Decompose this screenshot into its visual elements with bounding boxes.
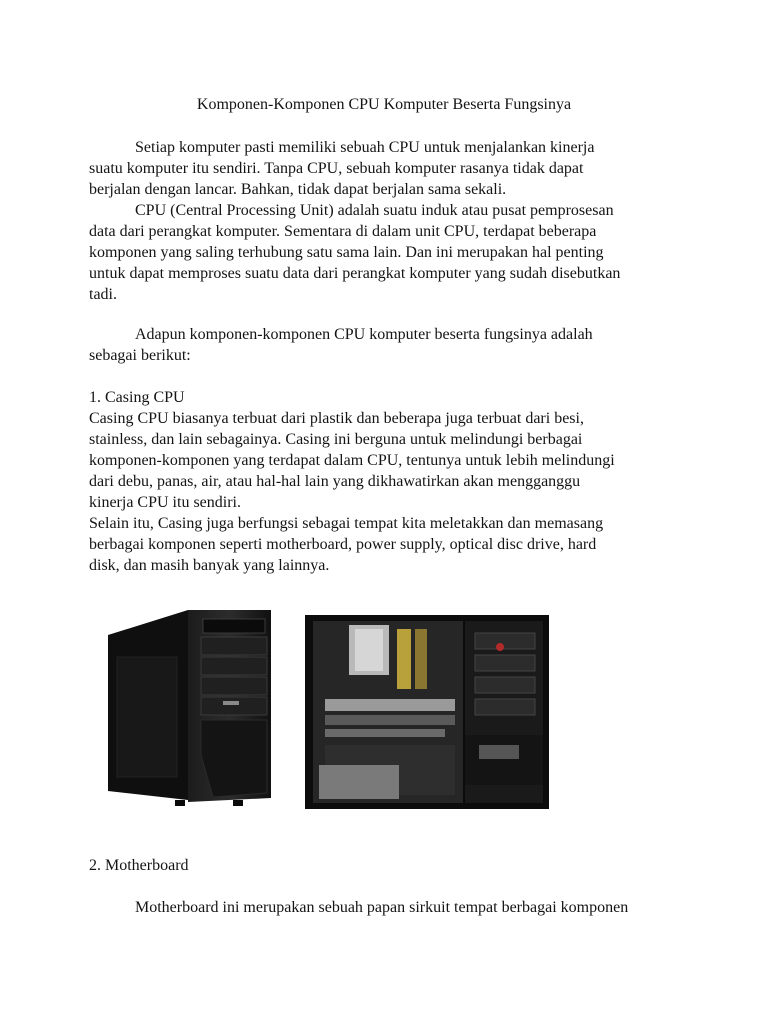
- paragraph-line: komponen-komponen yang terdapat dalam CPU, tentunya untuk lebih melindungi: [89, 452, 615, 469]
- paragraph-line: untuk dapat memproses suatu data dari perangkat komputer yang sudah disebutkan: [89, 265, 621, 282]
- paragraph-line: berjalan dengan lancar. Bahkan, tidak dapat berjalan sama sekali.: [89, 181, 507, 198]
- paragraph-line: suatu komputer itu sendiri. Tanpa CPU, sebuah komputer rasanya tidak dapat: [89, 160, 584, 177]
- paragraph-line: komponen yang saling terhubung satu sama lain. Dan ini merupakan hal penting: [89, 244, 604, 261]
- paragraph-line: sebagai berikut:: [89, 347, 191, 364]
- section-heading: 2. Motherboard: [89, 857, 189, 874]
- paragraph-line: berbagai komponen seperti motherboard, power supply, optical disc drive, hard: [89, 536, 597, 553]
- paragraph-line: dari debu, panas, air, atau hal-hal lain yang dikhawatirkan akan mengganggu: [89, 473, 581, 490]
- paragraph-line: stainless, dan lain sebagainya. Casing ini berguna untuk melindungi berbagai: [89, 431, 583, 448]
- case-exterior-image: [103, 605, 275, 813]
- paragraph-line: Casing CPU biasanya terbuat dari plastik dan beberapa juga terbuat dari besi,: [89, 410, 584, 427]
- paragraph-line: Setiap komputer pasti memiliki sebuah CPU untuk menjalankan kinerja: [135, 139, 595, 156]
- page-title: Komponen-Komponen CPU Komputer Beserta Fungsinya: [196, 96, 572, 113]
- paragraph-line: tadi.: [89, 286, 117, 303]
- paragraph-line: CPU (Central Processing Unit) adalah suatu induk atau pusat pemprosesan: [135, 202, 614, 219]
- paragraph-line: data dari perangkat komputer. Sementara di dalam unit CPU, terdapat beberapa: [89, 223, 597, 240]
- paragraph-line: Selain itu, Casing juga berfungsi sebagai tempat kita meletakkan dan memasang: [89, 515, 604, 532]
- paragraph-line: kinerja CPU itu sendiri.: [89, 494, 241, 511]
- section-heading: 1. Casing CPU: [89, 389, 185, 406]
- paragraph-line: Adapun komponen-komponen CPU komputer beserta fungsinya adalah: [135, 326, 593, 343]
- paragraph-line: Motherboard ini merupakan sebuah papan sirkuit tempat berbagai komponen: [135, 899, 629, 916]
- case-interior-image: [305, 615, 549, 809]
- paragraph-line: disk, dan masih banyak yang lainnya.: [89, 557, 330, 574]
